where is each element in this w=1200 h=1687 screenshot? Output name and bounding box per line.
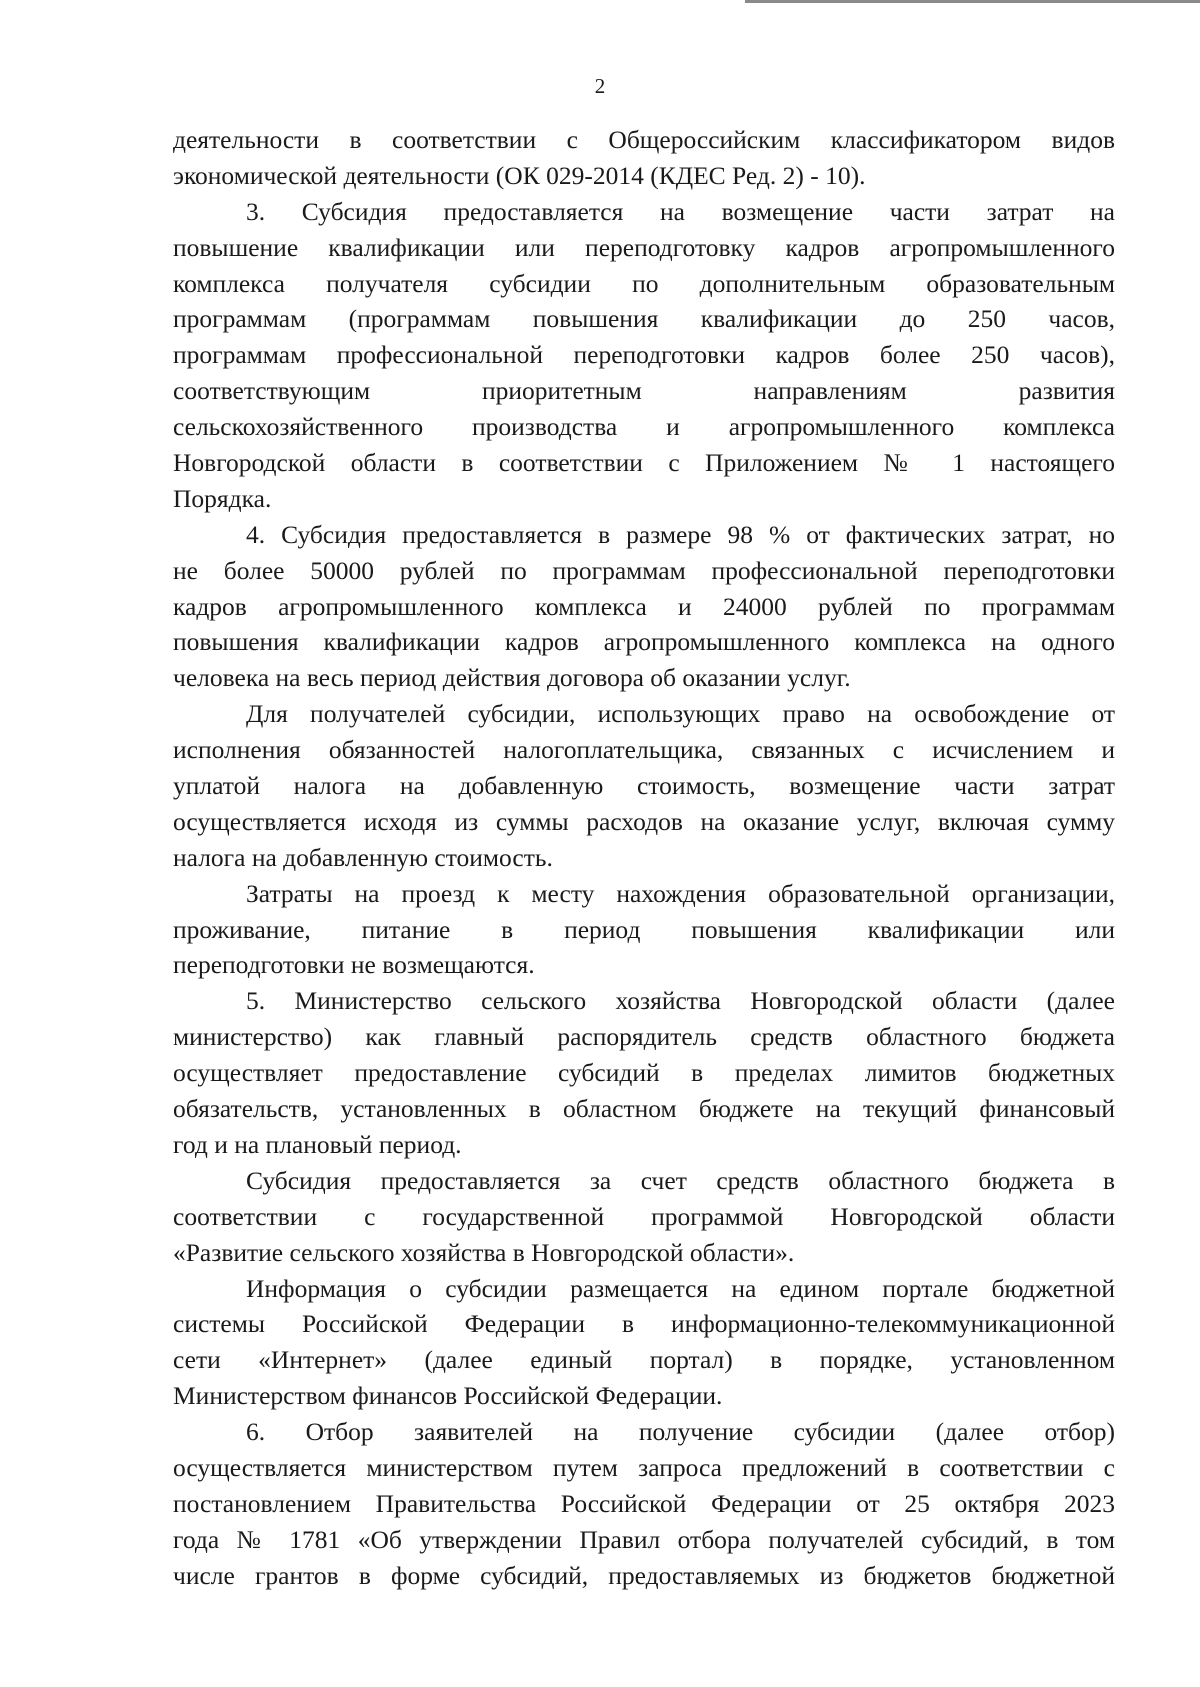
text-line: кадров агропромышленного комплекса и 24000 рублей по программам (173, 591, 1115, 621)
text-line: программам (программам повышения квалификации до 250 часов, (173, 304, 1115, 334)
text-line: Порядка. (173, 483, 272, 513)
document-body (173, 122, 1115, 1594)
text-line: года № 1781 «Об утверждении Правил отбора получателей субсидий, в том (173, 1524, 1115, 1554)
text-line: программам профессиональной переподготовки кадров более 250 часов), (173, 340, 1115, 370)
text-line: Информация о субсидии размещается на едином портале бюджетной (246, 1273, 1115, 1303)
text-line: проживание, питание в период повышения квалификации или (173, 914, 1115, 944)
text-line: исполнения обязанностей налогоплательщика, связанных с исчислением и (173, 735, 1115, 765)
text-line: деятельности в соответствии с Общероссийским классификатором видов (173, 125, 1115, 154)
text-line: числе грантов в форме субсидий, предоставляемых из бюджетов бюджетной (173, 1560, 1115, 1590)
text-line: Новгородской области в соответствии с Приложением № 1 настоящего (173, 448, 1115, 478)
text-line: обязательств, установленных в областном бюджете на текущий финансовый (173, 1094, 1115, 1124)
text-line: Субсидия предоставляется за счет средств областного бюджета в (246, 1165, 1115, 1195)
text-line: комплекса получателя субсидии по дополнительным образовательным (173, 268, 1115, 298)
page-number: 2 (594, 74, 606, 98)
text-line: сети «Интернет» (далее единый портал) в порядке, установленном (173, 1345, 1115, 1375)
text-line: осуществляет предоставление субсидий в пределах лимитов бюджетных (173, 1058, 1115, 1088)
text-line: повышения квалификации кадров агропромышленного комплекса на одного (173, 627, 1115, 657)
text-line: 3. Субсидия предоставляется на возмещение части затрат на (246, 196, 1115, 226)
text-line: осуществляется исходя из суммы расходов на оказание услуг, включая сумму (173, 806, 1115, 836)
text-line: соответствующим приоритетным направлениям развития (173, 376, 1115, 406)
text-line: переподготовки не возмещаются. (173, 950, 535, 980)
scan-edge-mark (745, 0, 1200, 3)
text-line: 5. Министерство сельского хозяйства Новгородской области (далее (246, 986, 1115, 1016)
text-line: постановлением Правительства Российской Федерации от 25 октября 2023 (173, 1488, 1115, 1518)
text-line: соответствии с государственной программой Новгородской области (173, 1201, 1115, 1231)
text-line: экономической деятельности (ОК 029-2014 (КДЕС Ред. 2) - 10). (173, 160, 866, 190)
text-line: осуществляется министерством путем запроса предложений в соответствии с (173, 1452, 1115, 1482)
text-line: Для получателей субсидии, использующих право на освобождение от (246, 699, 1115, 729)
text-line: «Развитие сельского хозяйства в Новгородской области». (173, 1237, 795, 1267)
text-line: налога на добавленную стоимость. (173, 842, 553, 872)
text-line: не более 50000 рублей по программам профессиональной переподготовки (173, 555, 1115, 585)
text-line: 6. Отбор заявителей на получение субсидии (далее отбор) (246, 1417, 1115, 1447)
text-line: Затраты на проезд к месту нахождения образовательной организации, (246, 878, 1115, 908)
text-line: 4. Субсидия предоставляется в размере 98 % от фактических затрат, но (246, 519, 1115, 549)
text-line: уплатой налога на добавленную стоимость, возмещение части затрат (173, 771, 1115, 801)
text-line: министерство) как главный распорядитель средств областного бюджета (173, 1022, 1115, 1052)
text-line: год и на плановый период. (173, 1129, 462, 1159)
text-line: человека на весь период действия договора об оказании услуг. (173, 663, 851, 693)
text-line: повышение квалификации или переподготовку кадров агропромышленного (173, 232, 1115, 262)
text-line: Министерством финансов Российской Федерации. (173, 1381, 723, 1411)
text-line: сельскохозяйственного производства и агропромышленного комплекса (173, 412, 1115, 442)
text-line: системы Российской Федерации в информационно-телекоммуникационной (173, 1309, 1115, 1339)
